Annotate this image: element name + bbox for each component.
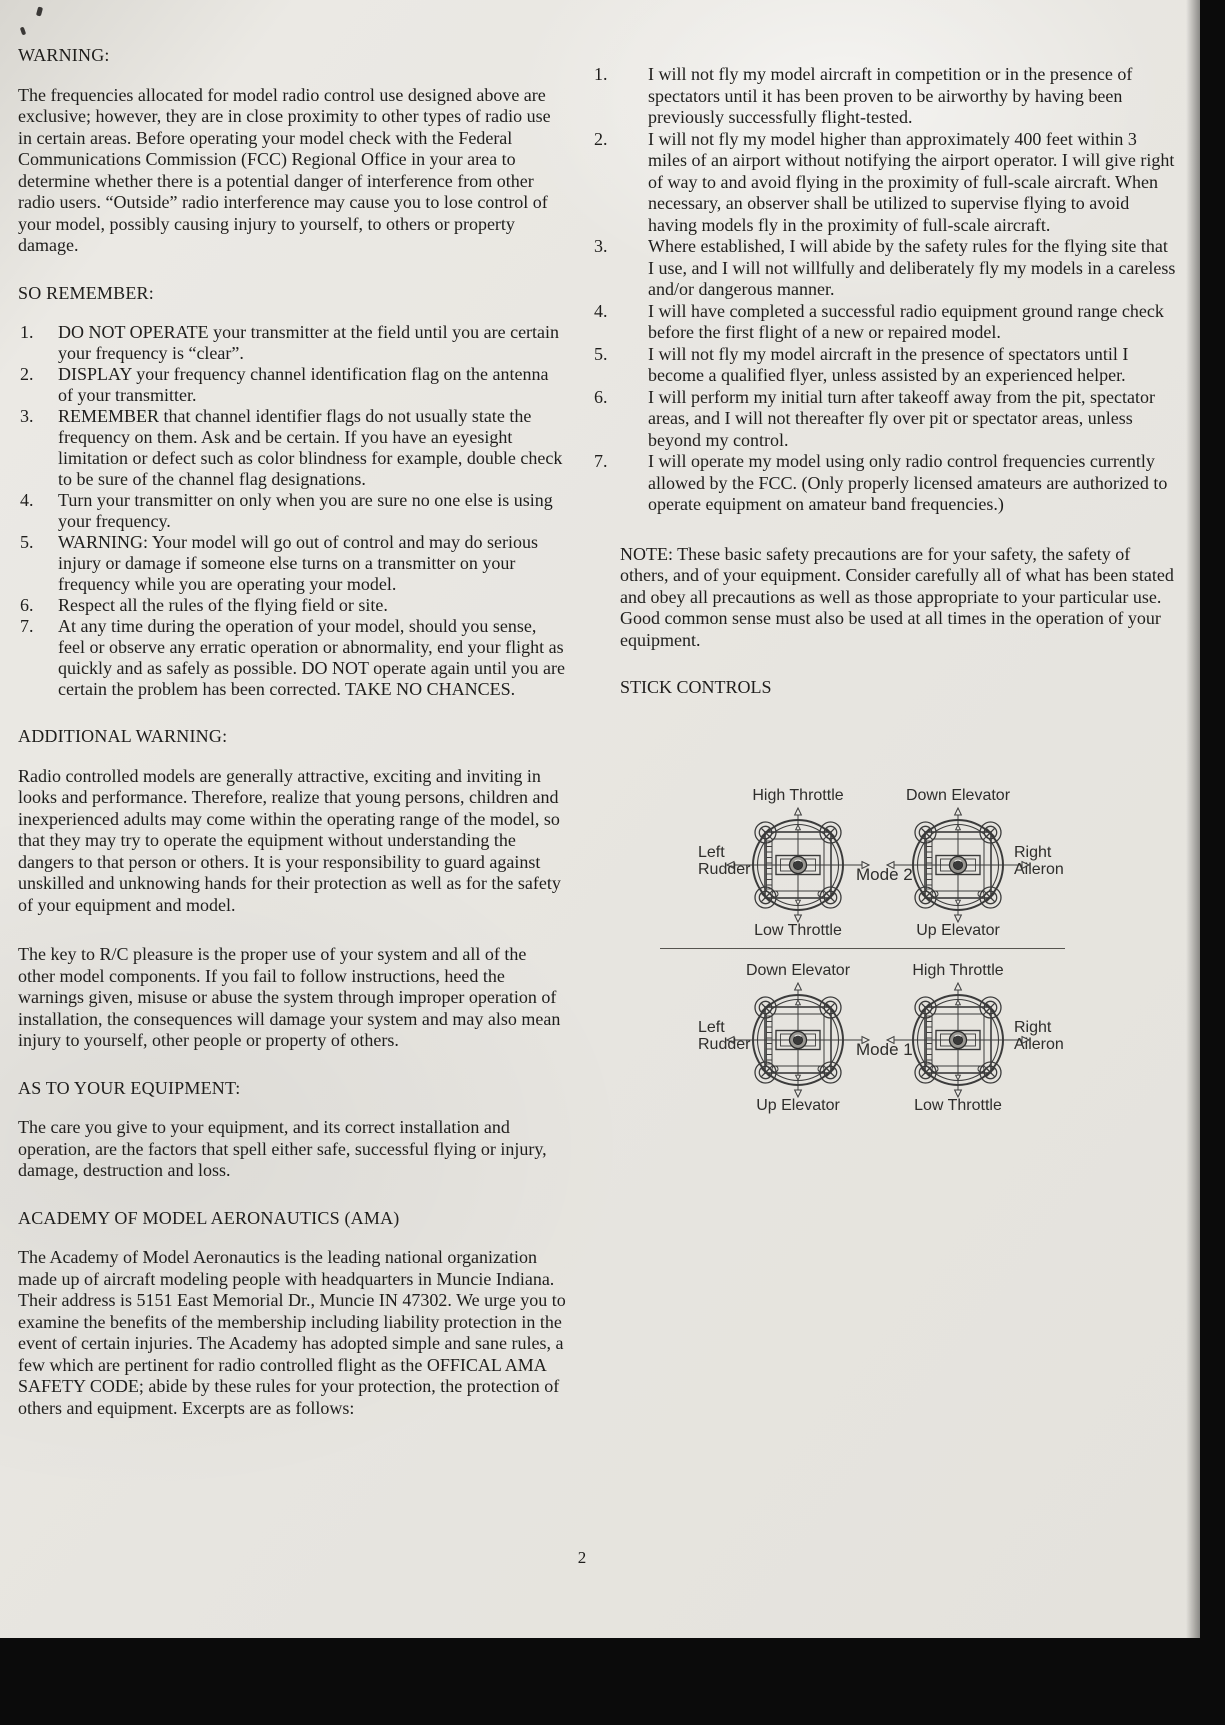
right-stick-down-label: Up Elevator bbox=[916, 922, 1000, 939]
ink-speck bbox=[20, 27, 26, 36]
list-item-text: I will operate my model using only radio control frequencies currently allowed by the FCC. (Only properly licensed amateurs are authorized to operate equipment on amateur band frequencies.) bbox=[648, 451, 1168, 514]
additional-warning-paragraph-2: The key to R/C pleasure is the proper use of your system and all of the other model components. If you fail to follow instructions, heed the warnings given, misuse or abuse the system through improper operation of installation, the consequences will damage your system and may also mean injury to yourself, other people or property of others. bbox=[18, 944, 561, 1050]
list-item bbox=[592, 387, 1177, 452]
list-item-text: Where established, I will abide by the safety rules for the flying site that I use, and I will not willfully and deliberately fly my models in a careless and/or dangerous manner. bbox=[648, 236, 1176, 299]
list-item bbox=[18, 595, 566, 616]
list-item bbox=[592, 64, 1177, 129]
page-number: 2 bbox=[577, 1548, 587, 1567]
ink-speck bbox=[36, 7, 43, 17]
list-item bbox=[18, 532, 566, 595]
mode-label: Mode 1 bbox=[856, 1040, 913, 1059]
list-item bbox=[18, 322, 566, 364]
list-item bbox=[592, 236, 1177, 301]
side-label-line: Aileron bbox=[1014, 1036, 1064, 1053]
list-item-text: I will have completed a successful radio equipment ground range check before the first flight of a new or repaired model. bbox=[648, 300, 1164, 342]
list-item-text: At any time during the operation of your model, should you sense, feel or observe any erratic operation or abnormality, end your flight as quickly and as safely as possible. DO NOT operate again until you are certain the problem has been corrected. TAKE NO CHANCES. bbox=[58, 616, 566, 699]
left-stick-side-label bbox=[698, 1019, 770, 1053]
additional-warning-paragraph-1: Radio controlled models are generally attractive, exciting and inviting in looks and performance. Therefore, realize that young persons, children and inexperienced adults may come within the operating range of the model, so that they may try to operate the equipment without understanding the dangers to that person or others. It is your responsibility to guard against unskilled and unknowing hands for their protection as well as for the safety of your equipment and model. bbox=[18, 765, 561, 915]
list-item-text: I will not fly my model higher than approximately 400 feet within 3 miles of an airport without notifying the airport operator. I will give right of way to and avoid flying in the proximity of full-scale aircraft. When necessary, an observer shall be utilized to supervise flying to avoid having models fly in the proximity of full-scale aircraft. bbox=[648, 128, 1175, 235]
so-remember-list bbox=[18, 322, 566, 700]
list-item bbox=[592, 129, 1177, 237]
warning-heading: WARNING: bbox=[18, 45, 110, 65]
equipment-heading: AS TO YOUR EQUIPMENT: bbox=[18, 1077, 241, 1098]
list-item-text: Respect all the rules of the flying field or site. bbox=[58, 595, 388, 615]
left-column bbox=[18, 45, 566, 1419]
stick-diagram-mode-2 bbox=[640, 780, 1100, 952]
ama-safety-code-list bbox=[592, 64, 1177, 516]
list-item-text: I will perform my initial turn after takeoff away from the pit, spectator areas, and I will not thereafter fly over pit or spectator areas, unless beyond my control. bbox=[648, 386, 1155, 450]
additional-warning-heading: ADDITIONAL WARNING: bbox=[18, 726, 228, 746]
side-label-line: Right bbox=[1014, 1019, 1052, 1036]
equipment-paragraph: The care you give to your equipment, and its correct installation and operation, are the factors that spell either safe, successful flying or injury, damage, destruction and loss. bbox=[18, 1117, 547, 1180]
left-stick-up-label: High Throttle bbox=[752, 787, 844, 804]
right-stick-side-label bbox=[1014, 1019, 1098, 1053]
left-stick-down-label: Up Elevator bbox=[756, 1097, 840, 1114]
side-label-line: Left bbox=[698, 1019, 725, 1036]
right-stick-up-label: Down Elevator bbox=[905, 787, 1011, 804]
side-label-line: Rudder bbox=[698, 1036, 751, 1053]
list-item bbox=[592, 451, 1177, 516]
left-stick-up-label: Down Elevator bbox=[745, 962, 851, 979]
stick-diagram-mode-1 bbox=[640, 955, 1100, 1127]
note-paragraph: NOTE: These basic safety precautions are for your safety, the safety of others, and of your equipment. Consider carefully all of what has been stated and obey all precautions as well as those appropriate to your particular use. Good common sense must also be used at all times in the operation of your equipment. bbox=[620, 543, 1174, 650]
right-column bbox=[592, 64, 1177, 699]
list-item-text: DO NOT OPERATE your transmitter at the field until you are certain your frequency is “clear”. bbox=[58, 322, 560, 363]
scan-edge-shadow bbox=[1186, 0, 1200, 1638]
list-item bbox=[18, 406, 566, 490]
side-label-line: Left bbox=[698, 844, 725, 861]
list-item-text: I will not fly my model aircraft in competition or in the presence of spectators until it has been proven to be airworthy by having been previously successfully flight-tested. bbox=[648, 64, 1133, 127]
right-stick-side-label bbox=[1014, 844, 1098, 878]
so-remember-heading: SO REMEMBER: bbox=[18, 282, 154, 303]
list-item-text: WARNING: Your model will go out of control and may do serious injury or damage if someone else turns on a transmitter on your frequency while you are operating your model. bbox=[58, 532, 538, 594]
mode-label: Mode 2 bbox=[856, 865, 913, 884]
list-item bbox=[18, 616, 566, 700]
list-item bbox=[592, 301, 1177, 344]
left-stick-side-label bbox=[698, 844, 770, 878]
side-label-line: Right bbox=[1014, 844, 1052, 861]
list-item-text: REMEMBER that channel identifier flags do not usually state the frequency on them. Ask and be certain. If you have an eyesight limitation or defect such as color blindness for example, double check to be sure of the channel flag designations. bbox=[58, 406, 563, 489]
warning-paragraph: The frequencies allocated for model radio control use designed above are exclusive; however, they are in close proximity to other types of radio use in certain areas. Before operating your model check with the Federal Communications Commission (FCC) Regional Office in your area to determine whether there is a potential danger of interference from other radio users. “Outside” radio interference may cause you to lose control of your model, possibly causing injury to yourself, to others or property damage. bbox=[18, 84, 551, 255]
left-stick-down-label: Low Throttle bbox=[754, 922, 842, 939]
list-item bbox=[592, 344, 1177, 387]
right-stick-down-label: Low Throttle bbox=[914, 1097, 1002, 1114]
side-label-line: Rudder bbox=[698, 861, 751, 878]
right-stick-up-label: High Throttle bbox=[912, 962, 1004, 979]
stick-controls-heading: STICK CONTROLS bbox=[620, 677, 772, 697]
list-item-text: DISPLAY your frequency channel identification flag on the antenna of your transmitter. bbox=[58, 364, 549, 405]
list-item-text: I will not fly my model aircraft in the presence of spectators until I become a qualified flyer, unless assisted by an experienced helper. bbox=[648, 343, 1129, 385]
ama-heading: ACADEMY OF MODEL AERONAUTICS (AMA) bbox=[18, 1207, 400, 1228]
list-item bbox=[18, 490, 566, 532]
list-item-text: Turn your transmitter on only when you are sure no one else is using your frequency. bbox=[58, 490, 553, 531]
side-label-line: Aileron bbox=[1014, 861, 1064, 878]
ama-paragraph: The Academy of Model Aeronautics is the leading national organization made up of aircraft modeling people with headquarters in Muncie Indiana. Their address is 5151 East Memorial Dr., Muncie IN 47302. We urge you to examine the benefits of the membership including liability protection in the event of certain injuries. The Academy has adopted simple and sane rules, a few which are pertinent for radio controlled flight as the OFFICAL AMA SAFETY CODE; abide by these rules for your protection, the protection of others and equipment. Excerpts are as follows: bbox=[18, 1247, 566, 1418]
diagram-divider-line bbox=[660, 948, 1065, 949]
list-item bbox=[18, 364, 566, 406]
